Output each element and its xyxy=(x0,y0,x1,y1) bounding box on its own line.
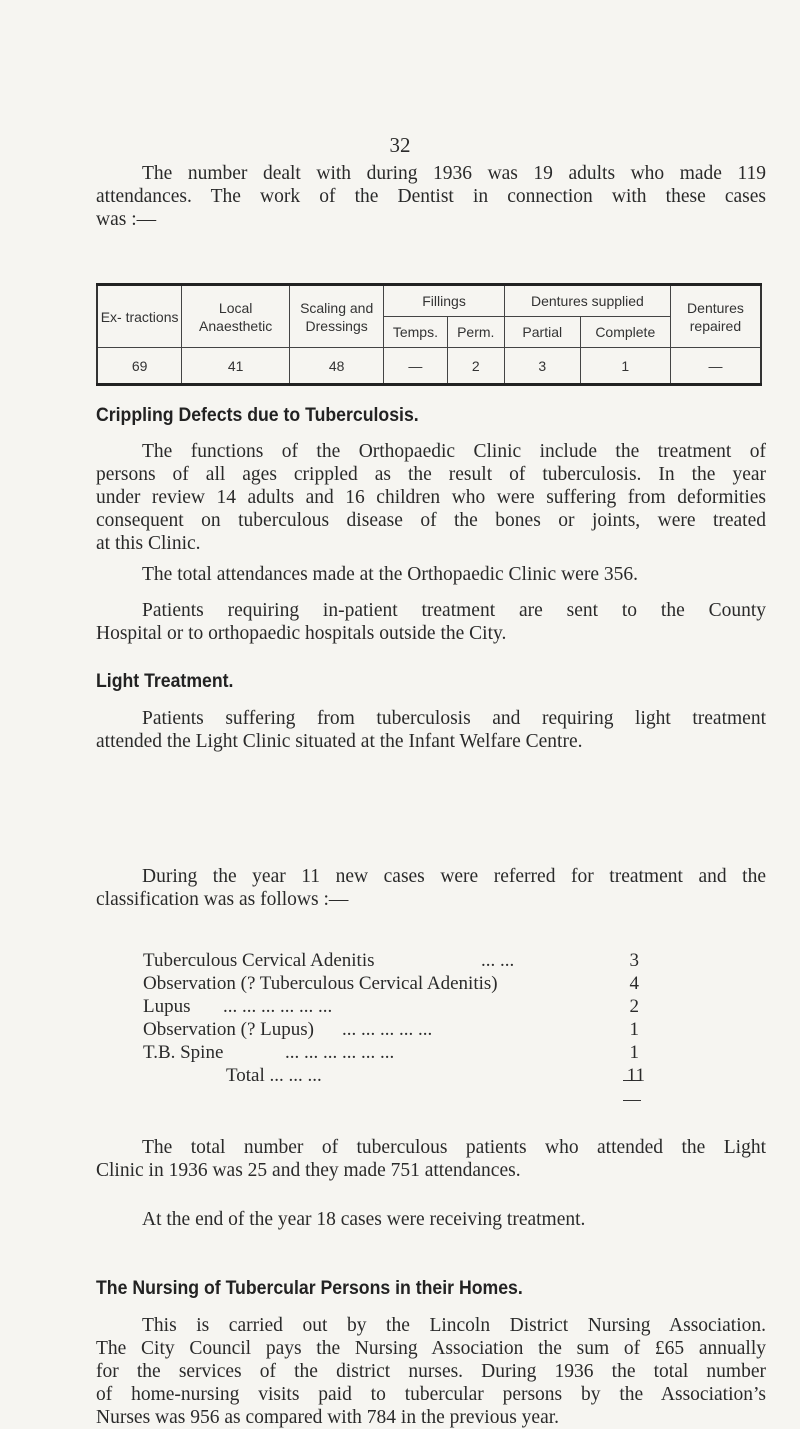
light-paragraph-3 xyxy=(96,1136,766,1182)
sum-rule-bottom xyxy=(623,1100,641,1101)
header-dentures-supplied: Dentures supplied xyxy=(504,285,670,317)
nursing-paragraph xyxy=(96,1314,766,1429)
nursing-heading: The Nursing of Tubercular Persons in their Homes. xyxy=(96,1278,523,1299)
value-extractions: 69 xyxy=(97,348,182,385)
text-line: of home-nursing visits paid to tubercular persons by the Association’s xyxy=(96,1384,766,1405)
classification-label: T.B. Spine xyxy=(143,1042,224,1063)
leader-dots: ... ... ... ... ... ... xyxy=(285,1042,395,1063)
light-paragraph-1 xyxy=(96,707,766,753)
value-repaired: — xyxy=(670,348,761,385)
crippling-heading: Crippling Defects due to Tuberculosis. xyxy=(96,405,419,426)
text-line: persons of all ages crippled as the result of tuberculosis. In the year xyxy=(96,464,766,485)
text-line: Patients suffering from tuberculosis and requiring light treatment xyxy=(142,708,766,729)
classification-label: Observation (? Tuberculous Cervical Adenitis) xyxy=(143,973,498,994)
header-partial: Partial xyxy=(504,317,580,348)
crippling-paragraph-3 xyxy=(96,599,766,645)
page-number: 32 xyxy=(389,133,411,157)
classification-label: Observation (? Lupus) xyxy=(143,1019,314,1040)
text-line: The functions of the Orthopaedic Clinic include the treatment of xyxy=(142,441,766,462)
classification-count: 4 xyxy=(629,973,639,994)
intro-paragraph xyxy=(96,162,766,231)
text-line: The City Council pays the Nursing Association the sum of £65 annually xyxy=(96,1338,766,1359)
text-line: under review 14 adults and 16 children who were suffering from deformities xyxy=(96,487,766,508)
text-line: Nurses was 956 as compared with 784 in the previous year. xyxy=(96,1407,560,1428)
dental-work-table xyxy=(96,283,762,386)
leader-dots: ... ... ... ... ... ... xyxy=(223,996,333,1017)
light-paragraph-4 xyxy=(96,1208,766,1231)
header-temps: Temps. xyxy=(384,317,447,348)
light-heading: Light Treatment. xyxy=(96,671,234,692)
classification-count: 3 xyxy=(629,950,639,971)
total-label: Total ... ... ... xyxy=(226,1065,322,1086)
header-complete: Complete xyxy=(580,317,670,348)
text-line: was :— xyxy=(96,209,157,230)
classification-row xyxy=(143,995,639,1018)
classification-list xyxy=(143,949,639,1064)
text-line: Clinic in 1936 was 25 and they made 751 attendances. xyxy=(96,1160,521,1181)
text-line: at this Clinic. xyxy=(96,533,201,554)
text-line: The total attendances made at the Orthopaedic Clinic were 356. xyxy=(142,564,638,585)
classification-count: 2 xyxy=(629,996,639,1017)
crippling-paragraph-1 xyxy=(96,440,766,555)
classification-count: 1 xyxy=(629,1019,639,1040)
leader-dots: ... ... xyxy=(481,950,515,971)
classification-total xyxy=(143,1065,645,1088)
text-line: attendances. The work of the Dentist in connection with these cases xyxy=(96,186,766,207)
value-temps: — xyxy=(384,348,447,385)
value-complete: 1 xyxy=(580,348,670,385)
total-value: 11 xyxy=(626,1065,645,1086)
text-line: classification was as follows :— xyxy=(96,889,349,910)
header-local-anaesthetic: Local Anaesthetic xyxy=(182,285,290,348)
text-line: At the end of the year 18 cases were receiving treatment. xyxy=(142,1209,586,1230)
header-extractions: Ex- tractions xyxy=(97,285,182,348)
text-line: During the year 11 new cases were referred for treatment and the xyxy=(142,866,766,887)
classification-count: 1 xyxy=(629,1042,639,1063)
light-paragraph-2 xyxy=(96,865,766,911)
value-scaling: 48 xyxy=(290,348,384,385)
classification-label: Tuberculous Cervical Adenitis xyxy=(143,950,375,971)
classification-label: Lupus xyxy=(143,996,191,1017)
header-fillings: Fillings xyxy=(384,285,505,317)
header-scaling: Scaling and Dressings xyxy=(290,285,384,348)
text-line: This is carried out by the Lincoln District Nursing Association. xyxy=(142,1315,766,1336)
leader-dots: ... ... ... ... ... xyxy=(342,1019,433,1040)
classification-row xyxy=(143,1041,639,1064)
text-line: Patients requiring in-patient treatment are sent to the County xyxy=(142,600,766,621)
classification-row xyxy=(143,949,639,972)
header-dentures-repaired: Dentures repaired xyxy=(670,285,761,348)
text-line: for the services of the district nurses. During 1936 the total number xyxy=(96,1361,766,1382)
classification-row xyxy=(143,972,639,995)
text-line: consequent on tuberculous disease of the bones or joints, were treated xyxy=(96,510,766,531)
text-line: attended the Light Clinic situated at the Infant Welfare Centre. xyxy=(96,731,583,752)
value-partial: 3 xyxy=(504,348,580,385)
classification-row xyxy=(143,1018,639,1041)
value-perm: 2 xyxy=(447,348,504,385)
text-line: The total number of tuberculous patients who attended the Light xyxy=(142,1137,766,1158)
text-line: The number dealt with during 1936 was 19 adults who made 119 xyxy=(142,163,766,184)
header-perm: Perm. xyxy=(447,317,504,348)
text-line: Hospital or to orthopaedic hospitals outside the City. xyxy=(96,623,507,644)
crippling-paragraph-2 xyxy=(96,563,766,586)
value-local-anaesthetic: 41 xyxy=(182,348,290,385)
